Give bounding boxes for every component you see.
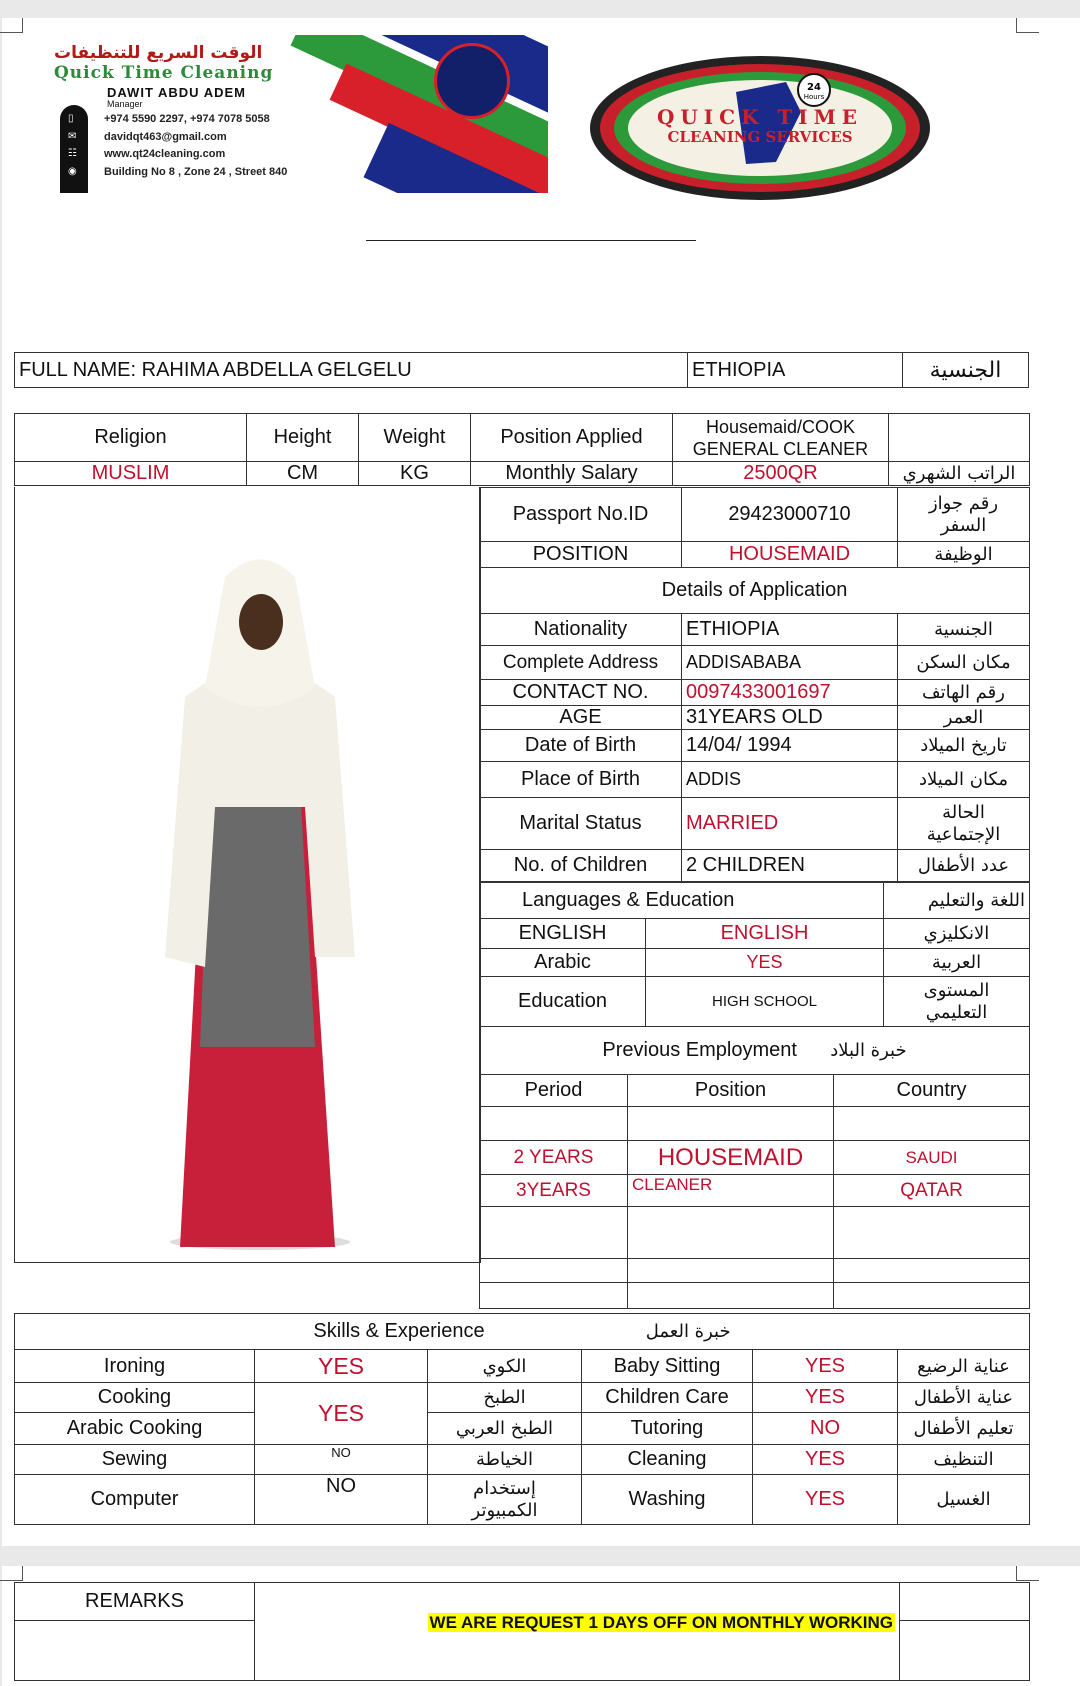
full-name-cell bbox=[15, 353, 688, 388]
card-phone: +974 5590 2297, +974 7078 5058 bbox=[104, 113, 270, 125]
remarks-text: WE ARE REQUEST 1 DAYS OFF ON MONTHLY WORKING bbox=[429, 1613, 893, 1632]
employment-country: QATAR bbox=[834, 1175, 1030, 1207]
employment-title-cell bbox=[480, 1027, 1030, 1075]
position-applied-line2: GENERAL CLEANER bbox=[692, 438, 869, 459]
passport-label: Passport No.ID bbox=[480, 488, 682, 542]
age-ar: العمر bbox=[898, 706, 1030, 730]
skill-cleaning-ar: التنظيف bbox=[898, 1445, 1030, 1475]
card-person-name: DAWIT ABDU ADEM bbox=[107, 85, 246, 100]
full-name-value: RAHIMA ABDELLA GELGELU bbox=[141, 358, 412, 381]
company-logo bbox=[586, 52, 934, 204]
skills-title-ar: خبرة العمل bbox=[645, 1321, 731, 1342]
skill-cooking-ar: الطبخ bbox=[428, 1383, 582, 1413]
address-value: ADDISABABA bbox=[682, 646, 898, 680]
address-ar: مكان السكن bbox=[898, 646, 1030, 680]
education-ar bbox=[884, 977, 1030, 1027]
children-ar: عدد الأطفال bbox=[898, 850, 1030, 882]
skill-childcare-value: YES bbox=[753, 1383, 898, 1413]
marital-value: MARRIED bbox=[682, 798, 898, 850]
skill-childcare-label: Children Care bbox=[582, 1383, 753, 1413]
page-corner-mark bbox=[1016, 18, 1039, 33]
dob-ar: تاريخ الميلاد bbox=[898, 730, 1030, 762]
skill-cleaning-value: YES bbox=[753, 1445, 898, 1475]
religion-value: MUSLIM bbox=[15, 462, 247, 486]
marital-ar-line2: الإجتماعية bbox=[926, 823, 1001, 845]
salary-ar: الراتب الشهري bbox=[889, 462, 1030, 486]
skill-washing-ar: الغسيل bbox=[898, 1475, 1030, 1525]
skill-babysitting-ar: عناية الرضيع bbox=[898, 1350, 1030, 1383]
card-person-role: Manager bbox=[107, 99, 143, 109]
employment-country: SAUDI bbox=[834, 1141, 1030, 1175]
children-value: 2 CHILDREN bbox=[682, 850, 898, 882]
nationality-value: ETHIOPIA bbox=[688, 353, 903, 388]
skill-washing-label: Washing bbox=[582, 1475, 753, 1525]
languages-title: Languages & Education bbox=[480, 883, 884, 919]
nationality-label: Nationality bbox=[480, 614, 682, 646]
mail-icon: ✉ bbox=[68, 131, 77, 142]
logo-badge-number: 24 bbox=[807, 82, 821, 93]
salary-value: 2500QR bbox=[673, 462, 889, 486]
nationality-ar: الجنسية bbox=[903, 353, 1029, 388]
skill-childcare-ar: عناية الأطفال bbox=[898, 1383, 1030, 1413]
arabic-label: Arabic bbox=[480, 949, 646, 977]
location-icon: ◉ bbox=[68, 166, 77, 177]
employment-period: 2 YEARS bbox=[480, 1141, 628, 1175]
employment-empty bbox=[480, 1107, 628, 1141]
card-logo-badge bbox=[434, 43, 510, 119]
english-ar: الانكليزي bbox=[884, 919, 1030, 949]
skill-cleaning-label: Cleaning bbox=[582, 1445, 753, 1475]
skill-tutoring-value: NO bbox=[753, 1413, 898, 1445]
pob-value: ADDIS bbox=[682, 762, 898, 798]
children-label: No. of Children bbox=[480, 850, 682, 882]
table-row bbox=[480, 1175, 1030, 1207]
position-label: POSITION bbox=[480, 542, 682, 568]
skill-ironing-label: Ironing bbox=[15, 1350, 255, 1383]
skill-computer-label: Computer bbox=[15, 1475, 255, 1525]
skill-babysitting-label: Baby Sitting bbox=[582, 1350, 753, 1383]
skill-tutoring-ar: تعليم الأطفال bbox=[898, 1413, 1030, 1445]
position-applied-label: Position Applied bbox=[471, 414, 673, 462]
employment-empty bbox=[628, 1207, 834, 1259]
skill-sewing-label: Sewing bbox=[15, 1445, 255, 1475]
height-value: CM bbox=[247, 462, 359, 486]
skill-sewing-value: NO bbox=[255, 1445, 428, 1475]
logo-badge-text: Hours bbox=[803, 93, 825, 101]
arabic-ar: العربية bbox=[884, 949, 1030, 977]
pob-ar: مكان الميلاد bbox=[898, 762, 1030, 798]
remarks-empty bbox=[900, 1583, 1030, 1621]
education-label: Education bbox=[480, 977, 646, 1027]
passport-value: 29423000710 bbox=[682, 488, 898, 542]
arabic-value: YES bbox=[646, 949, 884, 977]
position-applied-line1: Housemaid/COOK bbox=[705, 416, 856, 437]
skills-title-cell bbox=[15, 1314, 1030, 1350]
age-value: 31YEARS OLD bbox=[682, 706, 898, 730]
position-value: HOUSEMAID bbox=[682, 542, 898, 568]
remarks-empty bbox=[900, 1621, 1030, 1681]
skill-ironing-value: YES bbox=[255, 1350, 428, 1383]
english-label: ENGLISH bbox=[480, 919, 646, 949]
religion-label: Religion bbox=[15, 414, 247, 462]
remarks-text-cell bbox=[255, 1583, 900, 1681]
languages-title-ar: اللغة والتعليم bbox=[884, 883, 1030, 919]
page-corner-mark bbox=[1016, 1566, 1039, 1581]
marital-label: Marital Status bbox=[480, 798, 682, 850]
contact-value: 0097433001697 bbox=[682, 680, 898, 706]
card-website: www.qt24cleaning.com bbox=[104, 148, 226, 160]
details-table bbox=[479, 487, 1030, 882]
employment-empty bbox=[480, 1259, 628, 1283]
page-corner-mark bbox=[0, 1566, 23, 1581]
employment-title: Previous Employment bbox=[602, 1039, 797, 1061]
header-rule bbox=[366, 240, 696, 241]
employment-period: 3YEARS bbox=[480, 1175, 628, 1207]
card-english-name: Quick Time Cleaning bbox=[54, 63, 274, 83]
english-value: ENGLISH bbox=[646, 919, 884, 949]
skill-cooking-label: Cooking bbox=[15, 1383, 255, 1413]
skills-title: Skills & Experience bbox=[313, 1320, 485, 1342]
remarks-empty bbox=[15, 1621, 255, 1681]
weight-value: KG bbox=[359, 462, 471, 486]
skill-babysitting-value: YES bbox=[753, 1350, 898, 1383]
business-card bbox=[24, 35, 548, 193]
skill-ironing-ar: الكوي bbox=[428, 1350, 582, 1383]
languages-table bbox=[479, 882, 1030, 1027]
employment-position: HOUSEMAID bbox=[628, 1141, 834, 1175]
nationality-detail-ar: الجنسية bbox=[898, 614, 1030, 646]
skill-sewing-ar: الخياطة bbox=[428, 1445, 582, 1475]
pob-label: Place of Birth bbox=[480, 762, 682, 798]
full-name-table bbox=[14, 352, 1029, 388]
education-ar-line1: المستوى bbox=[923, 979, 990, 1001]
nationality-detail-value: ETHIOPIA bbox=[682, 614, 898, 646]
card-address: Building No 8 , Zone 24 , Street 840 bbox=[104, 166, 288, 178]
employment-empty bbox=[834, 1107, 1030, 1141]
marital-ar bbox=[898, 798, 1030, 850]
skill-computer-ar bbox=[428, 1475, 582, 1525]
skill-arabic-cooking-label: Arabic Cooking bbox=[15, 1413, 255, 1445]
skill-tutoring-label: Tutoring bbox=[582, 1413, 753, 1445]
dob-label: Date of Birth bbox=[480, 730, 682, 762]
page-corner-mark bbox=[0, 18, 23, 33]
remarks-label: REMARKS bbox=[15, 1583, 255, 1621]
employment-empty bbox=[834, 1259, 1030, 1283]
education-value: HIGH SCHOOL bbox=[646, 977, 884, 1027]
weight-label: Weight bbox=[359, 414, 471, 462]
employment-empty bbox=[834, 1207, 1030, 1259]
candidate-photo bbox=[15, 487, 480, 1262]
employment-position: CLEANER bbox=[628, 1175, 834, 1207]
employment-title-ar: خبرة البلاد bbox=[830, 1040, 907, 1061]
passport-ar-line1: رقم جواز bbox=[928, 492, 999, 514]
skill-arabic-cooking-ar: الطبخ العربي bbox=[428, 1413, 582, 1445]
period-header: Period bbox=[480, 1075, 628, 1107]
employment-empty bbox=[480, 1207, 628, 1259]
logo-line1: QUICK TIME bbox=[656, 105, 864, 129]
skill-cooking-value: YES bbox=[255, 1383, 428, 1445]
education-ar-line2: التعليمي bbox=[925, 1001, 988, 1023]
marital-ar-line1: الحالة bbox=[942, 801, 985, 823]
height-label: Height bbox=[247, 414, 359, 462]
passport-ar-line2: السفر bbox=[940, 514, 987, 536]
details-section-title: Details of Application bbox=[480, 568, 1030, 614]
position-ar: الوظيفة bbox=[898, 542, 1030, 568]
main-table bbox=[14, 413, 1030, 486]
position-applied-value bbox=[673, 414, 889, 462]
table-row bbox=[480, 1141, 1030, 1175]
contact-ar: رقم الهاتف bbox=[898, 680, 1030, 706]
position-header: Position bbox=[628, 1075, 834, 1107]
empty-cell bbox=[889, 414, 1030, 462]
logo-line2: CLEANING SERVICES bbox=[667, 128, 853, 146]
skill-computer-value: NO bbox=[255, 1475, 428, 1525]
employment-table bbox=[479, 1026, 1030, 1309]
salary-label: Monthly Salary bbox=[471, 462, 673, 486]
skill-computer-ar-line2: الكمبيوتر bbox=[471, 1499, 538, 1521]
dob-value: 14/04/ 1994 bbox=[682, 730, 898, 762]
remarks-table bbox=[14, 1582, 1030, 1681]
contact-label: CONTACT NO. bbox=[480, 680, 682, 706]
phone-icon: ▯ bbox=[68, 113, 74, 124]
card-arabic-name: الوقت السريع للتنظيفات bbox=[54, 43, 263, 63]
employment-empty bbox=[628, 1259, 834, 1283]
address-label: Complete Address bbox=[480, 646, 682, 680]
skill-washing-value: YES bbox=[753, 1475, 898, 1525]
card-email: davidqt463@gmail.com bbox=[104, 131, 227, 143]
skill-computer-ar-line1: إستخدام bbox=[473, 1477, 536, 1499]
photo-frame bbox=[14, 487, 481, 1263]
employment-empty bbox=[628, 1283, 834, 1309]
employment-empty bbox=[480, 1283, 628, 1309]
passport-ar bbox=[898, 488, 1030, 542]
full-name-label: FULL NAME: bbox=[19, 358, 137, 381]
skills-table bbox=[14, 1313, 1030, 1525]
employment-empty bbox=[628, 1107, 834, 1141]
globe-icon: ☷ bbox=[68, 148, 77, 159]
country-header: Country bbox=[834, 1075, 1030, 1107]
employment-empty bbox=[834, 1283, 1030, 1309]
age-label: AGE bbox=[480, 706, 682, 730]
